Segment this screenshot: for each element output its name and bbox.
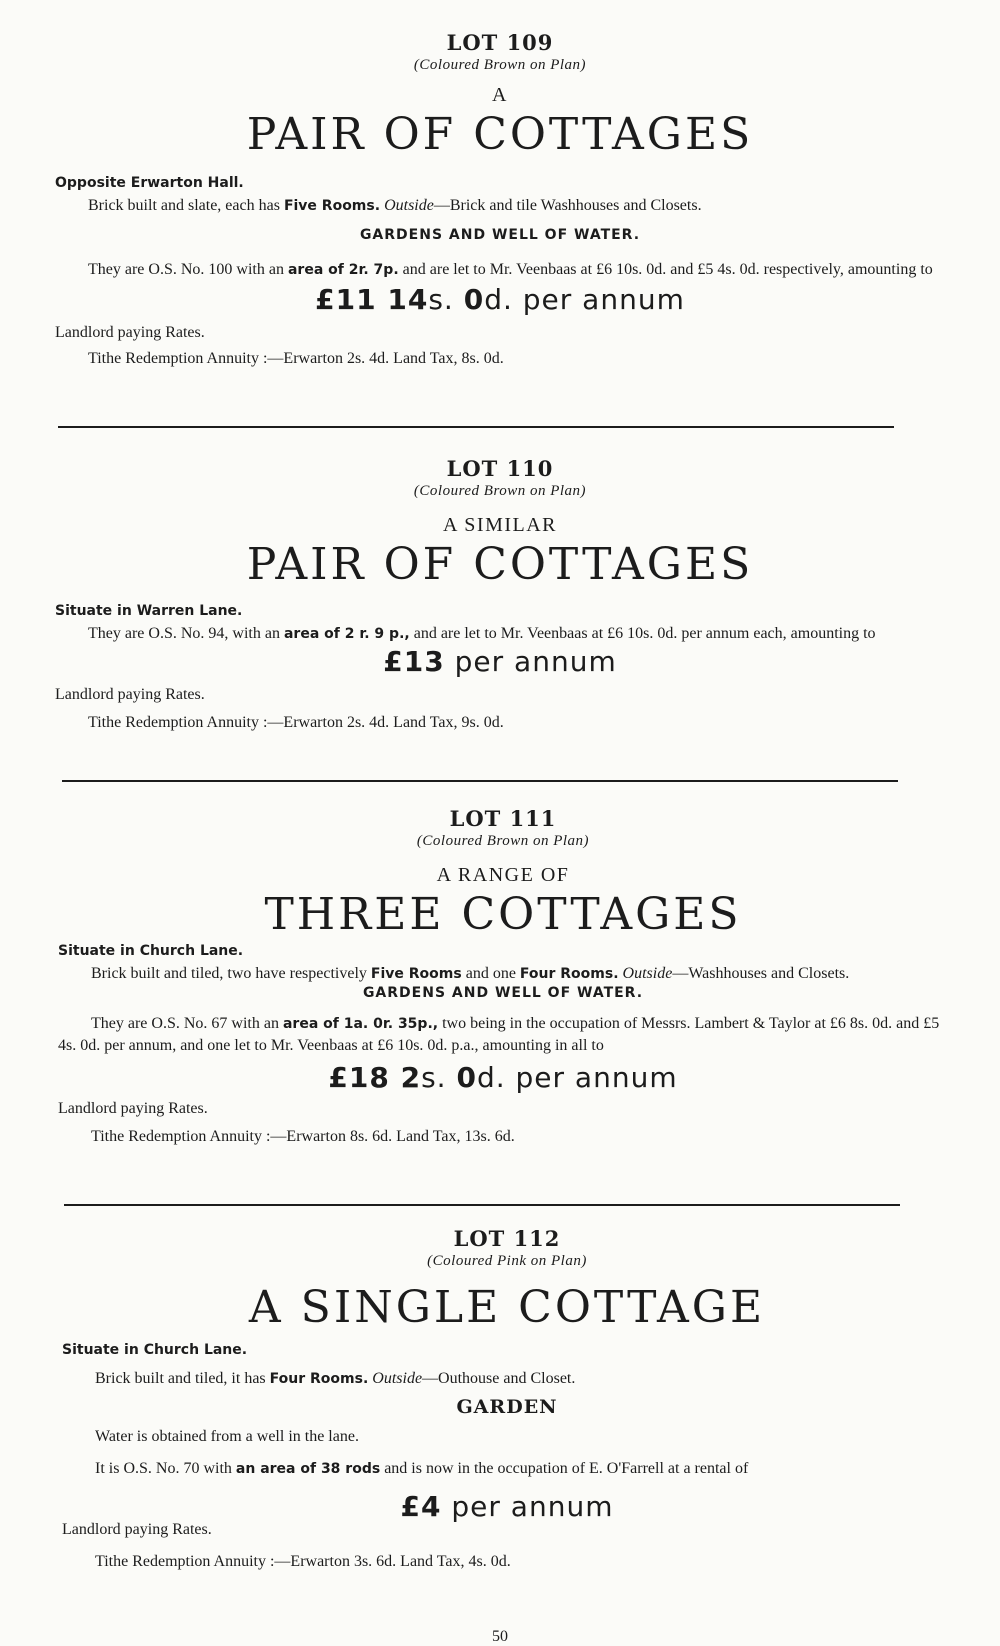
page-number: 50	[492, 1628, 508, 1645]
description: Brick built and tiled, it has Four Rooms. Outside—Outhouse and Closet.	[95, 1370, 576, 1387]
plan-note: (Coloured Brown on Plan)	[416, 833, 590, 849]
terms: They are O.S. No. 100 with an area of 2r. 7p. and are let to Mr. Veenbaas at £6 10s. 0d. and £5 4s. 0d. respectively, amounting to	[88, 261, 933, 278]
terms: It is O.S. No. 70 with an area of 38 rods and is now in the occupation of E. O'Farrell at a rental of	[95, 1460, 749, 1477]
pre-heading: A SIMILAR	[442, 514, 558, 536]
tithe-note: Tithe Redemption Annuity :—Erwarton 2s. 4d. Land Tax, 9s. 0d.	[88, 714, 504, 731]
divider	[58, 426, 894, 428]
divider	[62, 780, 898, 782]
water-note: Water is obtained from a well in the lane.	[95, 1428, 359, 1445]
rental-price: £13 per annum	[383, 645, 617, 678]
lot-112	[62, 1226, 952, 1573]
rental-price: £11 14s. 0d. per annum	[315, 283, 685, 316]
lot-title: LOT 110	[446, 456, 554, 481]
lot-title: LOT 112	[453, 1226, 561, 1251]
location: Situate in Warren Lane.	[55, 603, 243, 619]
landlord-note: Landlord paying Rates.	[62, 1521, 212, 1538]
landlord-note: Landlord paying Rates.	[55, 686, 205, 703]
tithe-note: Tithe Redemption Annuity :—Erwarton 3s. 6d. Land Tax, 4s. 0d.	[95, 1553, 511, 1570]
lot-title: LOT 109	[446, 30, 554, 55]
gardens-note: GARDEN	[456, 1396, 558, 1418]
location: Opposite Erwarton Hall.	[55, 175, 244, 191]
pre-heading: A	[492, 84, 508, 106]
plan-note: (Coloured Brown on Plan)	[413, 483, 587, 499]
description: Brick built and slate, each has Five Rooms. Outside—Brick and tile Washhouses and Closets.	[88, 197, 702, 214]
lot-heading: PAIR OF COTTAGES	[246, 109, 754, 160]
landlord-note: Landlord paying Rates.	[58, 1100, 208, 1117]
tithe-note: Tithe Redemption Annuity :—Erwarton 2s. 4d. Land Tax, 8s. 0d.	[88, 350, 504, 367]
pre-heading: A RANGE OF	[436, 864, 570, 886]
terms: They are O.S. No. 94, with an area of 2 r. 9 p., and are let to Mr. Veenbaas at £6 10s. 0d. per annum each, amounting to	[88, 625, 876, 642]
location: Situate in Church Lane.	[62, 1342, 248, 1358]
gardens-note: GARDENS AND WELL OF WATER.	[359, 227, 641, 243]
lot-109	[55, 30, 945, 370]
landlord-note: Landlord paying Rates.	[55, 324, 205, 341]
lot-title: LOT 111	[449, 806, 557, 831]
rental-price: £18 2s. 0d. per annum	[328, 1061, 678, 1094]
tithe-note: Tithe Redemption Annuity :—Erwarton 8s. 6d. Land Tax, 13s. 6d.	[91, 1128, 515, 1145]
plan-note: (Coloured Pink on Plan)	[427, 1253, 587, 1269]
lot-111	[58, 806, 948, 1148]
description: Brick built and tiled, two have respectively Five Rooms and one Four Rooms. Outside—Washhouses and Closets.	[91, 965, 850, 982]
rental-price: £4 per annum	[400, 1490, 614, 1523]
plan-note: (Coloured Brown on Plan)	[413, 57, 587, 73]
terms: They are O.S. No. 67 with an area of 1a. 0r. 35p., two being in the occupation of Messrs. Lambert & Taylor at £6 8s. 0d. and £5 4s. 0d. per annum, and one let to Mr. Veenbaas at £6 10s. 0d. p.a., amounting in all to	[58, 1015, 940, 1054]
gardens-note: GARDENS AND WELL OF WATER.	[362, 985, 644, 1001]
location: Situate in Church Lane.	[58, 943, 244, 959]
lot-heading: PAIR OF COTTAGES	[246, 539, 754, 590]
lot-heading: A SINGLE COTTAGE	[248, 1282, 766, 1333]
lot-heading: THREE COTTAGES	[264, 889, 742, 940]
lot-110	[55, 456, 945, 734]
divider	[64, 1204, 900, 1206]
